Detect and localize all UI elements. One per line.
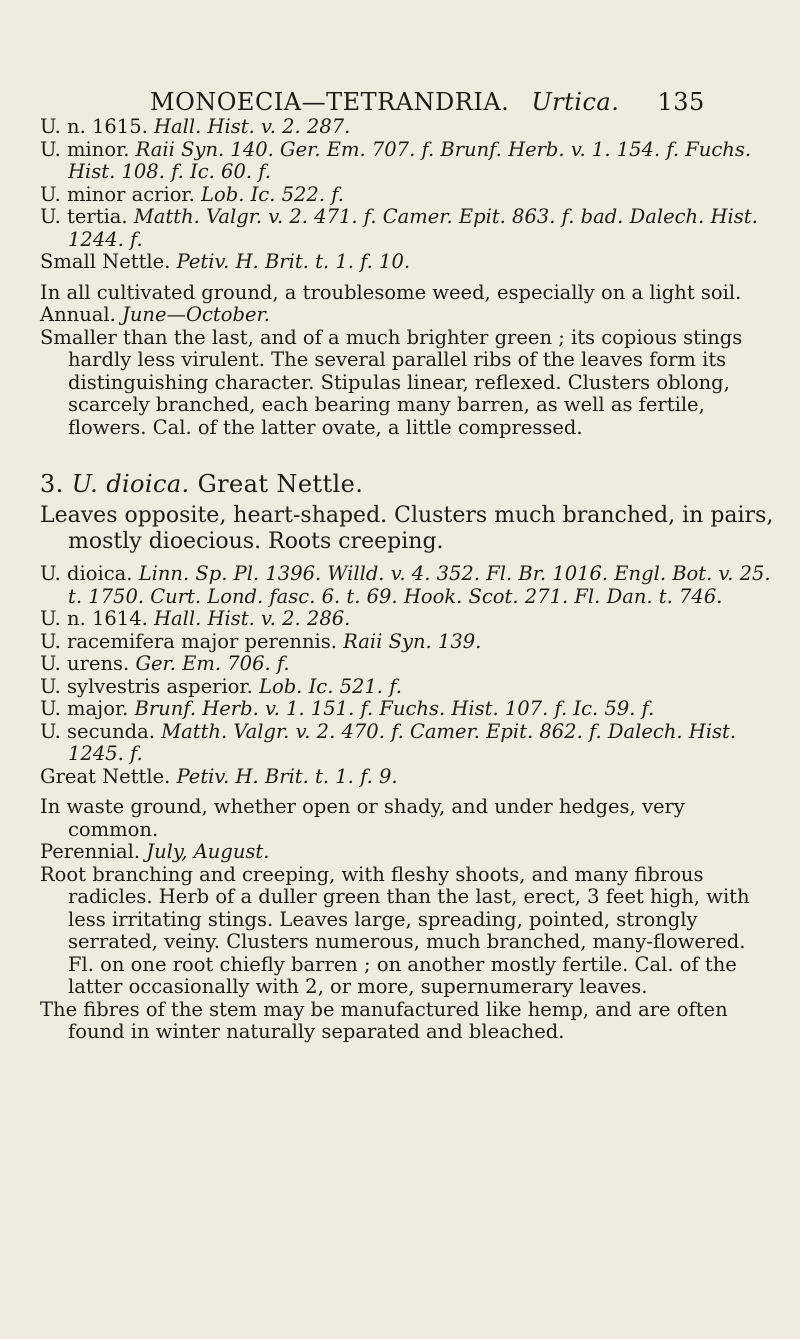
duration bbox=[40, 841, 774, 864]
synonym-refs: Raii Syn. 139. bbox=[343, 629, 482, 653]
synonym-entry bbox=[40, 608, 774, 631]
synonym-name: U. n. 1615. bbox=[40, 115, 148, 138]
page-body bbox=[40, 116, 774, 1044]
synonym-name: U. n. 1614. bbox=[40, 607, 148, 630]
flowering-months: July, August. bbox=[146, 840, 270, 863]
description: Smaller than the last, and of a much brighter green ; its copious stings hardly less virulent. The several parallel ribs of the leaves form its distinguishing character. Stipulas linear, reflexed. Clusters oblong, scarcely branched, each bearing many barren, as well as fertile, flowers. Cal. of the latter ovate, a little compressed. bbox=[40, 325, 743, 439]
synonym-name: U. sylvestris asperior. bbox=[40, 674, 253, 698]
synonym-entry bbox=[40, 139, 774, 184]
running-header bbox=[150, 88, 770, 116]
synonym-entry bbox=[40, 563, 774, 608]
synonym-refs: Raii Syn. 140. Ger. Em. 707. f. Brunf. Herb. v. 1. 154. f. Fuchs. Hist. 108. f. Ic. 60. f. bbox=[68, 137, 752, 183]
synonym-entry bbox=[40, 676, 774, 699]
synonym-entry bbox=[40, 698, 774, 721]
synonym-entry bbox=[40, 184, 774, 207]
species-number: 3. bbox=[40, 470, 64, 498]
synonym-name: U. minor acrior. bbox=[40, 182, 195, 206]
synonym-entry bbox=[40, 116, 774, 139]
synonym-refs: Linn. Sp. Pl. 1396. Willd. v. 4. 352. Fl. Br. 1016. Engl. Bot. v. 25. t. 1750. Curt. Lond. fasc. 6. t. 69. Hook. Scot. 271. Fl. Dan. t. 746. bbox=[68, 562, 771, 608]
page-number: 135 bbox=[657, 88, 705, 116]
note: The fibres of the stem may be manufactured like hemp, and are often found in winter naturally separated and bleached. bbox=[40, 997, 728, 1043]
synonym-refs: Lob. Ic. 522. f. bbox=[201, 182, 344, 206]
flowering-months: June—October. bbox=[122, 303, 270, 326]
english-name-entry bbox=[40, 251, 774, 274]
synonym-name: U. urens. bbox=[40, 652, 130, 675]
synonym-entry bbox=[40, 631, 774, 654]
header-genus: Urtica. bbox=[531, 88, 620, 116]
synonym-name: U. minor. bbox=[40, 137, 130, 161]
english-refs: Petiv. H. Brit. t. 1. f. 9. bbox=[176, 764, 398, 788]
duration bbox=[40, 304, 774, 327]
synonym-refs: Matth. Valgr. v. 2. 470. f. Camer. Epit. 862. f. Dalech. Hist. 1245. f. bbox=[68, 719, 737, 765]
synonym-refs: Hall. Hist. v. 2. 287. bbox=[154, 115, 351, 138]
synonym-name: U. major. bbox=[40, 697, 129, 720]
synonym-entry bbox=[40, 721, 774, 766]
header-title: MONOECIA—TETRANDRIA. bbox=[150, 88, 510, 116]
synonym-name: U. tertia. bbox=[40, 205, 128, 228]
synonym-entry bbox=[40, 206, 774, 251]
species-common: Great Nettle. bbox=[197, 470, 364, 498]
english-name-entry bbox=[40, 766, 774, 789]
species-heading bbox=[40, 469, 774, 499]
english-name: Great Nettle. bbox=[40, 764, 171, 788]
synonym-refs: Hall. Hist. v. 2. 286. bbox=[154, 607, 351, 630]
english-name: Small Nettle. bbox=[40, 250, 171, 273]
synonym-refs: Lob. Ic. 521. f. bbox=[259, 674, 402, 698]
diagnosis: Leaves opposite, heart-shaped. Clusters much branched, in pairs, mostly dioecious. Roots creeping. bbox=[40, 503, 774, 554]
synonym-refs: Ger. Em. 706. f. bbox=[135, 652, 290, 675]
species-latin: U. dioica. bbox=[71, 470, 190, 498]
habitat: In waste ground, whether open or shady, and under hedges, very common. bbox=[40, 795, 685, 841]
synonym-name: U. secunda. bbox=[40, 719, 155, 743]
synonym-refs: Brunf. Herb. v. 1. 151. f. Fuchs. Hist. 107. f. Ic. 59. f. bbox=[134, 697, 655, 720]
synonym-name: U. racemifera major perennis. bbox=[40, 629, 337, 653]
duration-label: Perennial. bbox=[40, 840, 141, 863]
synonym-name: U. dioica. bbox=[40, 562, 133, 585]
duration-label: Annual. bbox=[40, 303, 116, 326]
synonym-entry bbox=[40, 653, 774, 676]
english-refs: Petiv. H. Brit. t. 1. f. 10. bbox=[176, 250, 411, 273]
habitat: In all cultivated ground, a troublesome weed, especially on a light soil. bbox=[40, 280, 742, 304]
synonym-refs: Matth. Valgr. v. 2. 471. f. Camer. Epit. 863. f. bad. Dalech. Hist. 1244. f. bbox=[68, 205, 758, 251]
description: Root branching and creeping, with fleshy shoots, and many fibrous radicles. Herb of a duller green than the last, erect, 3 feet high, with less irritating stings. Leaves large, spreading, pointed, strongly serrated, veiny. Clusters numerous, much branched, many-flowered. Fl. on one root chiefly barren ; on another mostly fertile. Cal. of the latter occasionally with 2, or more, supernumerary leaves. bbox=[40, 862, 750, 998]
